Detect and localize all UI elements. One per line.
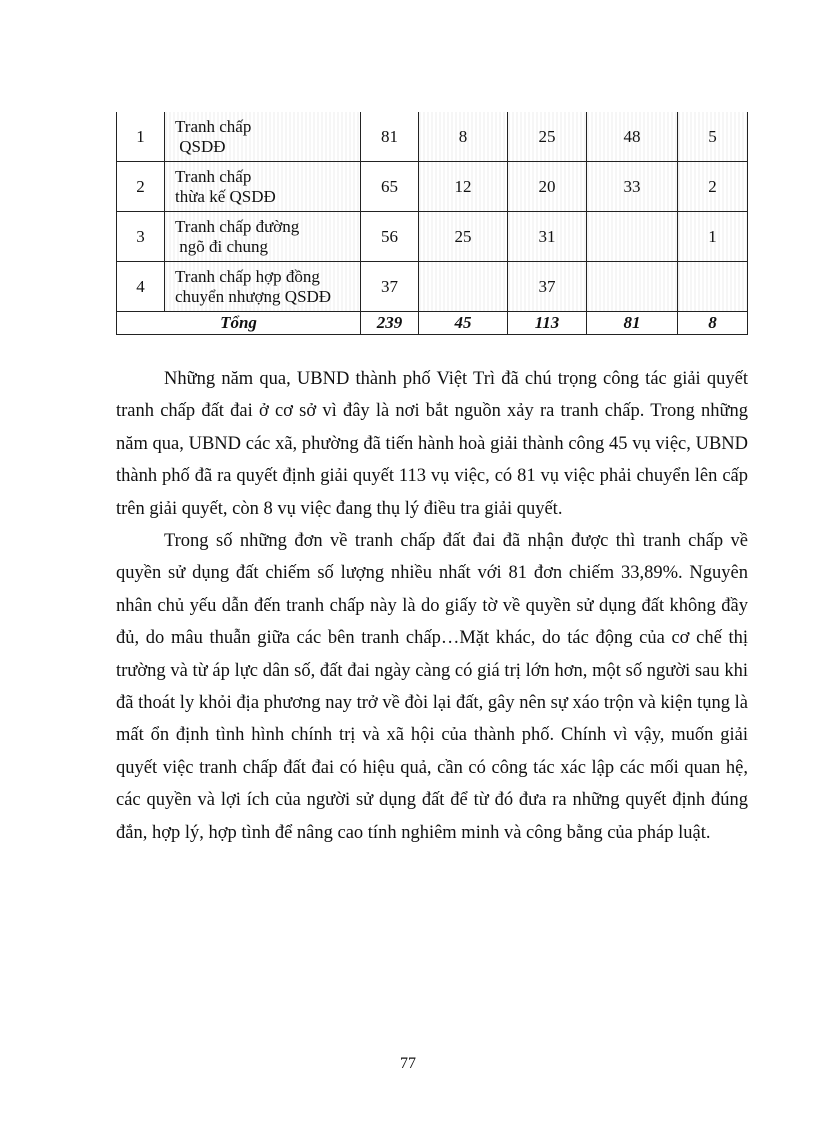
cell-value xyxy=(587,262,678,312)
dispute-type-line: ngõ đi chung xyxy=(175,236,269,256)
cell-value xyxy=(678,262,748,312)
row-number: 4 xyxy=(117,262,165,312)
cell-value: 37 xyxy=(508,262,587,312)
dispute-type-line: Tranh chấp đường xyxy=(175,216,300,236)
cell-value: 25 xyxy=(508,112,587,162)
total-cell: 113 xyxy=(508,312,587,335)
cell-value: 8 xyxy=(419,112,508,162)
table-row xyxy=(117,112,748,162)
cell-total-cases: 65 xyxy=(361,162,419,212)
cell-value: 33 xyxy=(587,162,678,212)
dispute-type xyxy=(165,112,361,162)
cell-value xyxy=(587,212,678,262)
paragraph: Những năm qua, UBND thành phố Việt Trì đã chú trọng công tác giải quyết tranh chấp đất đai ở cơ sở vì đây là nơi bắt nguồn xảy ra tranh chấp. Trong những năm qua, UBND các xã, phường đã tiến hành hoà giải thành công 45 vụ việc, UBND thành phố đã ra quyết định giải quyết 113 vụ việc, có 81 vụ việc phải chuyển lên cấp trên giải quyết, còn 8 vụ việc đang thụ lý điều tra giải quyết. xyxy=(116,369,748,519)
dispute-type-line: QSDĐ xyxy=(175,136,226,156)
table-row xyxy=(117,212,748,262)
cell-value: 31 xyxy=(508,212,587,262)
total-cell: 81 xyxy=(587,312,678,335)
dispute-type xyxy=(165,262,361,312)
cell-value: 2 xyxy=(678,162,748,212)
total-cell: 239 xyxy=(361,312,419,335)
dispute-type-line: thừa kế QSDĐ xyxy=(175,186,276,206)
dispute-type-line: Tranh chấp xyxy=(175,166,252,186)
paragraph: Trong số những đơn về tranh chấp đất đai đã nhận được thì tranh chấp về quyền sử dụng đất chiếm số lượng nhiều nhất với 81 đơn chiếm 33,89%. Nguyên nhân chủ yếu dẫn đến tranh chấp này là do giấy tờ về quyền sử dụng đất không đầy đủ, do mâu thuẫn giữa các bên tranh chấp…Mặt khác, do tác động của cơ chế thị trường và từ áp lực dân số, đất đai ngày càng có giá trị lớn hơn, một số người sau khi đã thoát ly khỏi địa phương nay trở về đòi lại đất, gây nên sự xáo trộn và kiện tụng là mất ổn định tình hình chính trị và xã hội của thành phố. Chính vì vậy, muốn giải quyết việc tranh chấp đất đai có hiệu quả, cần có công tác xác lập các mối quan hệ, các quyền và lợi ích của người sử dụng đất để từ đó đưa ra những quyết định đúng đắn, hợp lý, hợp tình để nâng cao tính nghiêm minh và công bằng của pháp luật. xyxy=(116,531,748,843)
cell-value: 12 xyxy=(419,162,508,212)
cell-value: 25 xyxy=(419,212,508,262)
row-number: 3 xyxy=(117,212,165,262)
body-text xyxy=(116,363,748,849)
dispute-type-line: chuyển nhượng QSDĐ xyxy=(175,286,332,306)
page-number: 77 xyxy=(400,1055,416,1072)
row-number: 1 xyxy=(117,112,165,162)
table-row xyxy=(117,262,748,312)
cell-total-cases: 81 xyxy=(361,112,419,162)
row-number: 2 xyxy=(117,162,165,212)
cell-value: 48 xyxy=(587,112,678,162)
total-label: Tổng xyxy=(117,312,361,335)
dispute-type-line: Tranh chấp xyxy=(175,116,252,136)
table-row xyxy=(117,162,748,212)
cell-value: 20 xyxy=(508,162,587,212)
cell-value: 5 xyxy=(678,112,748,162)
dispute-type xyxy=(165,162,361,212)
dispute-type-line: Tranh chấp hợp đồng xyxy=(175,266,320,286)
cell-total-cases: 37 xyxy=(361,262,419,312)
cell-value: 1 xyxy=(678,212,748,262)
cell-value xyxy=(419,262,508,312)
total-row xyxy=(117,312,748,335)
cell-total-cases: 56 xyxy=(361,212,419,262)
dispute-type xyxy=(165,212,361,262)
total-cell: 45 xyxy=(419,312,508,335)
dispute-statistics-table xyxy=(116,112,748,335)
total-cell: 8 xyxy=(678,312,748,335)
